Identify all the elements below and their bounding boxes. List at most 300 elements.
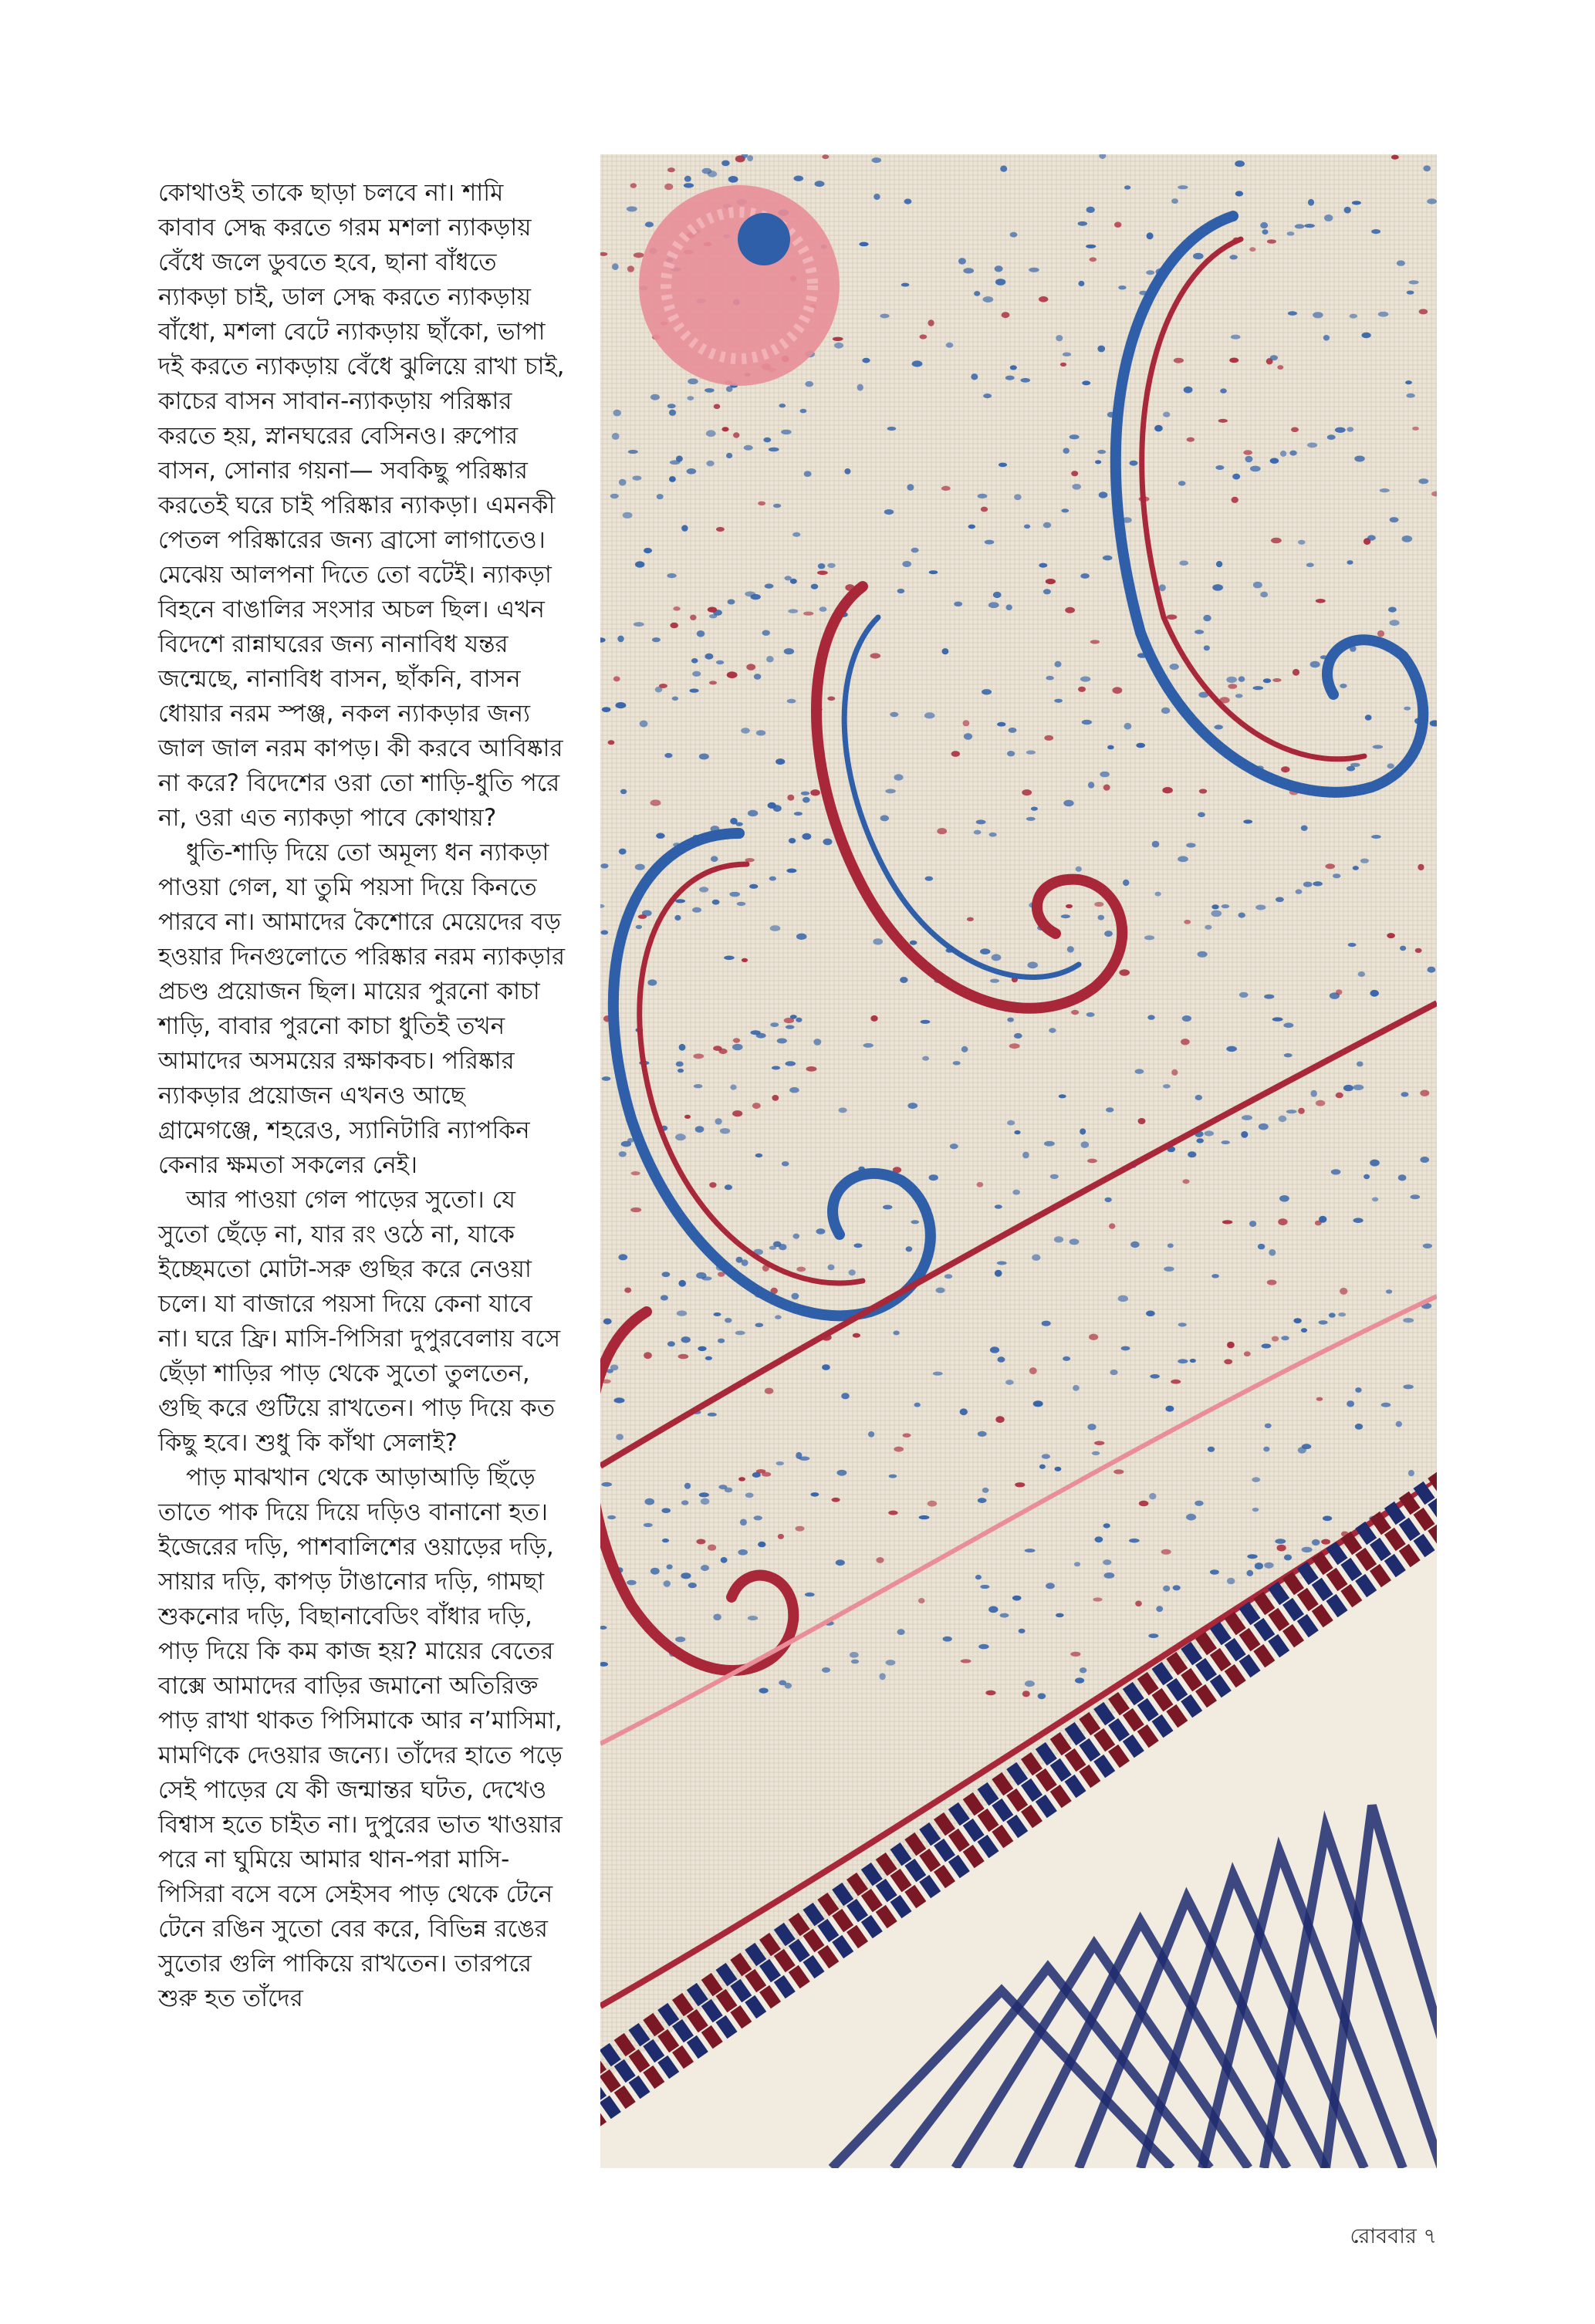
stitch-dot — [1178, 856, 1188, 863]
stitch-dot — [978, 1431, 987, 1437]
stitch-dot — [692, 671, 701, 677]
stitch-dot — [794, 176, 804, 181]
stitch-dot — [752, 1103, 761, 1109]
stitch-dot — [1074, 1562, 1080, 1566]
stitch-dot — [652, 637, 661, 642]
stitch-dot — [901, 283, 910, 287]
kantha-embroidery-photo — [600, 154, 1437, 2168]
stitch-dot — [740, 1519, 747, 1526]
stitch-dot — [732, 1110, 742, 1116]
stitch-dot — [1080, 677, 1090, 682]
stitch-dot — [995, 1204, 1002, 1208]
stitch-dot — [1007, 1120, 1015, 1126]
stitch-dot — [702, 168, 712, 174]
stitch-dot — [1010, 232, 1018, 238]
stitch-dot — [670, 460, 681, 464]
stitch-dot — [699, 887, 708, 892]
stitch-dot — [1420, 1090, 1429, 1096]
stitch-dot — [610, 494, 619, 498]
stitch-dot — [630, 1208, 641, 1212]
stitch-dot — [695, 1126, 705, 1133]
stitch-dot — [928, 319, 934, 326]
stitch-dot — [1080, 1128, 1086, 1134]
stitch-dot — [1255, 1562, 1263, 1569]
stitch-dot — [1316, 1100, 1325, 1106]
stitch-dot — [786, 1061, 796, 1066]
stitch-dot — [936, 1288, 945, 1293]
stitch-dot — [602, 707, 611, 712]
stitch-dot — [762, 630, 770, 636]
stitch-dot — [951, 751, 960, 757]
stitch-dot — [907, 484, 914, 491]
stitch-dot — [763, 437, 771, 443]
stitch-dot — [937, 828, 947, 834]
stitch-dot — [678, 1069, 684, 1072]
stitch-dot — [1224, 1359, 1232, 1364]
stitch-dot — [789, 1087, 799, 1093]
stitch-dot — [1428, 967, 1436, 973]
stitch-dot — [1118, 1295, 1128, 1302]
stitch-dot — [1042, 1454, 1050, 1458]
stitch-dot — [1253, 582, 1262, 589]
stitch-dot — [963, 720, 970, 726]
stitch-dot — [1263, 1447, 1269, 1452]
stitch-dot — [1272, 678, 1281, 682]
stitch-dot — [1226, 677, 1237, 683]
stitch-dot — [1238, 676, 1245, 681]
stitch-dot — [1277, 1545, 1286, 1552]
stitch-dot — [769, 448, 779, 452]
stitch-dot — [1423, 1244, 1432, 1248]
article-paragraph: পাড় মাঝখান থেকে আড়াআড়ি ছিঁড়ে তাতে পাক দিয়ে দিয়ে দড়িও বানানো হত। ইজেরের দড়ি, পাশবালিশের ওয়াড়ের দড়ি, সায়ার দড়ি, কাপড় টাঙানোর দড়ি, গামছা শুকনোর দড়ি, বিছানাবেডিং বাঁধার দড়ি, পাড় দিয়ে কি কম কাজ হয়? মায়ের বেতের বাক্সে আমাদের বাড়ির জমানো অতিরিক্ত পাড় রাখা থাকত পিসিমাকে আর ন’মাসিমা, মামণিকে দেওয়ার জন্যে। তাঁদের হাতে পড়ে সেই পাড়ের যে কী জন্মান্তর ঘটত, দেখেও বিশ্বাস হতে চাইত না। দুপুরের ভাত খাওয়ার পরে না ঘুমিয়ে আমার থান-পরা মাসি-পিসিরা বসে বসে সেইসব পাড় থেকে টেনে টেনে রঙিন সুতো বের করে, বিভিন্ন রঙের সুতোর গুলি পাকিয়ে রাখতেন। তারপরে শুরু হত তাঁদের — [158, 1464, 563, 2012]
stitch-dot — [1409, 280, 1419, 284]
stitch-dot — [853, 1333, 860, 1338]
stitch-dot — [1348, 943, 1357, 947]
stitch-dot — [1343, 1085, 1353, 1091]
stitch-dot — [1316, 599, 1326, 603]
stitch-dot — [1347, 1400, 1354, 1407]
stitch-dot — [1147, 232, 1154, 239]
stitch-dot — [1360, 859, 1369, 863]
stitch-dot — [976, 819, 986, 824]
stitch-dot — [1335, 427, 1346, 433]
stitch-dot — [1250, 466, 1261, 472]
stitch-dot — [1347, 560, 1353, 565]
stitch-dot — [645, 1498, 655, 1505]
stitch-dot — [612, 433, 620, 440]
stitch-dot — [765, 583, 774, 588]
stitch-dot — [1138, 1118, 1146, 1124]
stitch-dot — [1352, 201, 1361, 204]
stitch-dot — [1043, 522, 1051, 529]
stitch-dot — [628, 450, 638, 454]
stitch-dot — [1188, 1151, 1196, 1157]
stitch-dot — [1262, 229, 1269, 235]
stitch-dot — [1370, 990, 1379, 997]
stitch-dot — [619, 849, 627, 855]
stitch-dot — [735, 1331, 745, 1336]
stitch-dot — [1184, 920, 1191, 924]
stitch-dot — [911, 548, 919, 553]
stitch-dot — [1310, 661, 1320, 668]
stitch-dot — [870, 653, 881, 658]
stitch-dot — [747, 155, 753, 161]
stitch-dot — [1277, 365, 1283, 370]
stitch-dot — [874, 194, 880, 200]
stitch-dot — [623, 512, 633, 519]
stitch-dot — [634, 252, 644, 258]
stitch-dot — [1199, 789, 1207, 793]
stitch-dot — [1398, 1174, 1407, 1181]
stitch-dot — [995, 265, 1003, 272]
stitch-dot — [1249, 247, 1255, 252]
stitch-dot — [1418, 478, 1428, 484]
stitch-dot — [1054, 1236, 1063, 1242]
stitch-dot — [1081, 1141, 1090, 1148]
stitch-dot — [805, 381, 813, 387]
stitch-dot — [745, 858, 754, 862]
stitch-dot — [727, 671, 738, 678]
stitch-dot — [1286, 1110, 1297, 1113]
stitch-dot — [681, 1336, 691, 1343]
stitch-dot — [684, 183, 694, 187]
stitch-dot — [1087, 1424, 1096, 1430]
stitch-dot — [1006, 604, 1012, 610]
stitch-dot — [732, 1044, 743, 1051]
stitch-dot — [607, 1515, 616, 1519]
stitch-dot — [912, 360, 923, 367]
stitch-dot — [888, 1511, 897, 1515]
stitch-dot — [1135, 1069, 1144, 1073]
stitch-dot — [785, 576, 792, 580]
stitch-dot — [922, 1056, 929, 1061]
stitch-dot — [1106, 1107, 1113, 1112]
stitch-dot — [1022, 1152, 1029, 1159]
stitch-dot — [1186, 1514, 1196, 1521]
stitch-dot — [902, 561, 911, 567]
stitch-dot — [1136, 743, 1145, 748]
stitch-dot — [678, 1354, 689, 1360]
stitch-dot — [1056, 335, 1063, 341]
stitch-dot — [1380, 488, 1390, 492]
article-paragraph: ধুতি-শাড়ি দিয়ে তো অমূল্য ধন ন্যাকড়া পাওয়া গেল, যা তুমি পয়সা দিয়ে কিনতে পারবে না। আমাদের কৈশোরে মেয়েদের বড় হওয়ার দিনগুলোতে পরিষ্কার নরম ন্যাকড়ার প্রচণ্ড প্রয়োজন ছিল। মায়ের পুরনো কাচা শাড়ি, বাবার পুরনো কাচা ধুতিই তখন আমাদের অসময়ের রক্ষাকবচ। পরিষ্কার ন্যাকড়ার প্রয়োজন এখনও আছে গ্রামেগঞ্জে, শহরেও, স্যানিটারি ন্যাপকিন কেনার ক্ষমতা সকলের নেই। — [158, 839, 566, 1179]
stitch-dot — [968, 525, 975, 529]
stitch-dot — [1046, 1583, 1055, 1589]
stitch-dot — [1355, 1424, 1363, 1430]
stitch-dot — [726, 386, 733, 392]
stitch-dot — [1187, 437, 1195, 442]
stitch-dot — [822, 1364, 830, 1370]
stitch-dot — [1270, 355, 1278, 360]
stitch-dot — [1247, 1570, 1254, 1576]
stitch-dot — [1076, 866, 1082, 872]
stitch-dot — [667, 1565, 673, 1569]
stitch-dot — [690, 615, 696, 620]
stitch-dot — [822, 1667, 830, 1673]
stitch-dot — [600, 863, 608, 868]
stitch-dot — [1163, 1586, 1170, 1592]
stitch-dot — [781, 430, 792, 434]
stitch-dot — [911, 1220, 919, 1224]
stitch-dot — [1014, 1130, 1020, 1134]
stitch-dot — [995, 279, 1005, 285]
stitch-dot — [618, 1254, 627, 1260]
stitch-dot — [1423, 165, 1431, 171]
stitch-dot — [1080, 573, 1090, 579]
stitch-dot — [1171, 1380, 1181, 1384]
stitch-dot — [1387, 933, 1395, 938]
stitch-dot — [670, 623, 678, 629]
stitch-dot — [733, 1038, 740, 1042]
stitch-dot — [1281, 1336, 1289, 1340]
stitch-dot — [1321, 1539, 1330, 1545]
stitch-dot — [627, 265, 634, 272]
stitch-dot — [773, 1241, 782, 1248]
stitch-dot — [1389, 620, 1399, 626]
stitch-dot — [748, 810, 758, 816]
stitch-dot — [765, 1388, 773, 1394]
stitch-dot — [1205, 925, 1211, 930]
stitch-dot — [943, 1637, 952, 1642]
stitch-dot — [885, 789, 895, 793]
stitch-dot — [921, 1020, 931, 1024]
stitch-dot — [988, 602, 999, 608]
stitch-dot — [1124, 185, 1130, 189]
stitch-dot — [1364, 1174, 1370, 1179]
stitch-dot — [1148, 1633, 1158, 1638]
stitch-dot — [1362, 333, 1371, 339]
stitch-dot — [1025, 1549, 1036, 1552]
stitch-dot — [980, 1585, 989, 1589]
stitch-dot — [709, 1182, 716, 1187]
stitch-dot — [614, 1397, 625, 1403]
stitch-dot — [1340, 1288, 1347, 1295]
stitch-dot — [1042, 1321, 1051, 1326]
stitch-dot — [794, 812, 803, 816]
stitch-dot — [664, 1580, 671, 1587]
stitch-dot — [796, 1452, 802, 1459]
stitch-dot — [1264, 1562, 1273, 1569]
stitch-dot — [738, 1549, 748, 1556]
stitch-dot — [1391, 155, 1399, 160]
stitch-dot — [674, 915, 681, 920]
stitch-dot — [1216, 561, 1222, 567]
stitch-dot — [974, 830, 982, 835]
stitch-dot — [748, 1616, 758, 1620]
stitch-dot — [1107, 745, 1114, 750]
stitch-dot — [1178, 481, 1186, 485]
stitch-dot — [1044, 1141, 1055, 1147]
stitch-dot — [1338, 1312, 1346, 1316]
stitch-dot — [1149, 1493, 1156, 1499]
stitch-dot — [844, 468, 850, 475]
stitch-dot — [1311, 1090, 1317, 1097]
stitch-dot — [868, 1431, 874, 1437]
stitch-dot — [1073, 1385, 1080, 1391]
stitch-dot — [1082, 380, 1090, 385]
stitch-dot — [711, 856, 718, 862]
stitch-dot — [1124, 723, 1132, 730]
stitch-dot — [1253, 686, 1264, 690]
stitch-dot — [721, 427, 728, 431]
stitch-dot — [1357, 1062, 1364, 1067]
stitch-dot — [920, 334, 928, 339]
stitch-dot — [1235, 694, 1243, 698]
stitch-dot — [705, 654, 713, 660]
stitch-dot — [1288, 311, 1297, 316]
stitch-dot — [997, 1262, 1007, 1265]
stitch-dot — [958, 258, 966, 264]
stitch-dot — [1340, 684, 1347, 688]
stitch-dot — [728, 176, 738, 183]
stitch-dot — [1319, 1320, 1328, 1325]
stitch-dot — [1302, 1547, 1313, 1552]
stitch-dot — [1264, 995, 1274, 999]
stitch-dot — [1262, 1343, 1272, 1348]
stitch-dot — [827, 563, 836, 568]
stitch-dot — [613, 676, 620, 681]
stitch-dot — [813, 1039, 821, 1045]
stitch-dot — [679, 1044, 686, 1051]
stitch-dot — [1104, 1197, 1111, 1202]
stitch-dot — [657, 494, 664, 499]
stitch-dot — [1298, 1108, 1305, 1114]
stitch-dot — [904, 199, 912, 204]
stitch-dot — [929, 1174, 938, 1181]
stitch-dot — [1005, 376, 1015, 380]
stitch-dot — [1239, 992, 1249, 998]
stitch-dot — [851, 1660, 859, 1664]
stitch-dot — [669, 476, 676, 482]
stitch-dot — [953, 1061, 961, 1065]
stitch-dot — [1103, 556, 1113, 561]
stitch-dot — [1046, 676, 1053, 681]
stitch-dot — [684, 1483, 691, 1489]
stitch-dot — [746, 664, 755, 671]
stitch-dot — [944, 1274, 952, 1279]
stitch-dot — [772, 1066, 780, 1070]
stitch-dot — [1182, 1015, 1191, 1022]
stitch-dot — [1039, 1464, 1046, 1469]
stitch-dot — [1227, 1342, 1235, 1349]
stitch-dot — [983, 296, 994, 302]
stitch-dot — [754, 1515, 762, 1520]
stitch-dot — [1235, 191, 1243, 196]
stitch-dot — [1178, 1322, 1187, 1326]
stitch-dot — [758, 1542, 765, 1547]
stitch-dot — [729, 892, 740, 897]
stitch-dot — [803, 797, 810, 803]
stitch-dot — [1104, 1572, 1115, 1579]
stitch-dot — [894, 1447, 904, 1452]
stitch-dot — [1195, 1501, 1203, 1506]
stitch-dot — [989, 833, 997, 837]
stitch-dot — [889, 1474, 897, 1478]
stitch-dot — [1087, 1159, 1097, 1164]
stitch-dot — [644, 1352, 652, 1359]
stitch-dot — [1146, 270, 1154, 275]
stitch-dot — [801, 792, 810, 795]
stitch-dot — [778, 1534, 784, 1539]
stitch-dot — [1056, 1613, 1064, 1618]
stitch-dot — [1039, 563, 1047, 568]
stitch-dot — [1182, 1179, 1189, 1184]
stitch-dot — [946, 343, 954, 348]
stitch-dot — [1238, 913, 1245, 918]
stitch-dot — [705, 1356, 712, 1360]
stitch-dot — [1408, 1470, 1414, 1476]
stitch-dot — [1135, 1601, 1142, 1607]
stitch-dot — [1086, 207, 1095, 213]
stitch-dot — [698, 1346, 706, 1351]
stitch-dot — [696, 1272, 706, 1279]
stitch-dot — [691, 658, 698, 664]
stitch-dot — [1400, 946, 1406, 951]
stitch-dot — [990, 1346, 999, 1353]
stitch-dot — [1386, 1289, 1392, 1294]
stitch-dot — [883, 1205, 892, 1210]
stitch-dot — [863, 1043, 874, 1048]
stitch-dot — [758, 502, 765, 506]
stitch-dot — [1370, 1160, 1380, 1167]
stitch-dot — [627, 1580, 637, 1586]
stitch-dot — [1092, 1451, 1100, 1455]
stitch-dot — [1303, 882, 1313, 887]
stitch-dot — [1078, 687, 1086, 692]
stitch-dot — [708, 1545, 716, 1551]
stitch-dot — [756, 730, 765, 735]
stitch-dot — [617, 636, 623, 643]
stitch-dot — [1367, 535, 1376, 540]
stitch-dot — [1326, 863, 1336, 869]
stitch-dot — [784, 648, 794, 654]
stitch-dot — [1415, 948, 1422, 953]
stitch-dot — [713, 1045, 722, 1051]
stitch-dot — [974, 291, 980, 296]
stitch-dot — [1031, 807, 1038, 811]
stitch-dot — [800, 409, 807, 414]
stitch-dot — [1280, 451, 1286, 457]
article-paragraph: কোথাওই তাকে ছাড়া চলবে না। শামি কাবাব সেদ্ধ করতে গরম মশলা ন্যাকড়ায় বেঁধে জলে ডুবতে হবে, ছানা বাঁধতে ন্যাকড়া চাই, ডাল সেদ্ধ করতে ন্যাকড়ায় বাঁধো, মশলা বেটে ন্যাকড়ায় ছাঁকো, ভাপা দই করতে ন্যাকড়ায় বেঁধে ঝুলিয়ে রাখা চাই, কাচের বাসন সাবান-ন্যাকড়ায় পরিষ্কার করতে হয়, স্নানঘরের বেসিনও। রুপোর বাসন, সোনার গয়না— সবকিছু পরিষ্কার করতেই ঘরে চাই পরিষ্কার ন্যাকড়া। এমনকী পেতল পরিষ্কারের জন্য ব্রাসো লাগাতেও। মেঝেয় আলপনা দিতে তো বটেই। ন্যাকড়া বিহনে বাঙালির সংসার অচল ছিল। এখন বিদেশে রান্নাঘরের জন্য নানাবিধ যন্তর জন্মেছে, নানাবিধ বাসন, ছাঁকনি, বাসন ধোয়ার নরম স্পঞ্জ, নকল ন্যাকড়ার জন্য জাল জাল নরম কাপড়। কী করবে আবিষ্কার না করে? বিদেশের ওরা তো শাড়ি-ধুতি পরে না, ওরা এত ন্যাকড়া পাবে কোথায়? — [158, 179, 565, 832]
stitch-dot — [667, 167, 675, 172]
stitch-dot — [1203, 615, 1211, 621]
stitch-dot — [1055, 1467, 1062, 1471]
stitch-dot — [1229, 358, 1238, 363]
stitch-dot — [1174, 358, 1184, 363]
stitch-dot — [1050, 1174, 1059, 1179]
stitch-dot — [1147, 1015, 1154, 1019]
stitch-dot — [714, 1312, 721, 1316]
stitch-dot — [1162, 787, 1173, 793]
stitch-dot — [1097, 450, 1106, 454]
stitch-dot — [1418, 864, 1424, 870]
stitch-dot — [897, 1629, 905, 1635]
stitch-dot — [766, 656, 774, 662]
stitch-dot — [1319, 1216, 1326, 1223]
stitch-dot — [1243, 450, 1252, 454]
stitch-dot — [1150, 1374, 1160, 1379]
stitch-dot — [796, 1526, 805, 1532]
stitch-dot — [990, 979, 999, 983]
stitch-dot — [850, 1652, 859, 1658]
stitch-dot — [1059, 1094, 1066, 1098]
stitch-dot — [828, 1265, 835, 1271]
stitch-dot — [834, 343, 843, 349]
stitch-dot — [1260, 222, 1268, 228]
stitch-dot — [1301, 1328, 1307, 1333]
stitch-dot — [718, 1339, 725, 1343]
stitch-dot — [744, 445, 753, 451]
